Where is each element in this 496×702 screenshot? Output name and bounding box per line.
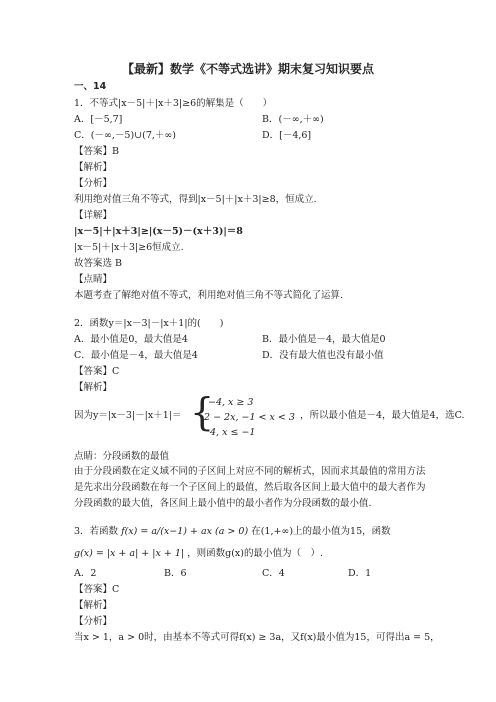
q3-stem-part-2: [74, 548, 323, 560]
q1-derivation-2: |x－5|＋|x＋3|≥6恒成立.: [74, 242, 184, 253]
q3-fx-formula: f(x) = a/(x−1) + ax (a > 0): [121, 526, 249, 537]
q2-option-c: C．最小值是－4，最大值是4: [74, 350, 198, 361]
q2-option-a: A．最小值是0，最大值是4: [74, 334, 188, 345]
piecewise-case-3: 4, x ≤ −1: [210, 427, 256, 438]
q1-stem: 1．不等式|x－5|＋|x＋3|≥6的解集是（ ）: [74, 98, 273, 109]
q2-option-b: B．最小值是－4，最大值是0: [262, 334, 386, 345]
page-title: 【最新】数学《不等式选讲》期末复习知识要点: [121, 62, 374, 76]
q3-option-b: B．6: [164, 568, 187, 579]
piecewise-case-1: −4, x ≥ 3: [208, 397, 254, 408]
q1-option-c: C．(－∞,－5)∪(7,＋∞): [74, 130, 177, 141]
section-heading: 一、14: [74, 81, 107, 92]
q3-stem-part-1: [74, 526, 391, 538]
q3-stem-a: 3．若函数: [74, 526, 119, 537]
q3-option-c: C．4: [262, 568, 285, 579]
q1-conclusion: 故答案选 B: [74, 258, 123, 269]
q2-answer: 【答案】C: [74, 366, 120, 377]
piecewise-case-2: 2 − 2x, −1 < x < 3: [204, 412, 295, 423]
q2-stem: 2．函数y＝|x－3|－|x＋1|的( ): [74, 318, 224, 329]
q1-fenxi-label: 【分析】: [74, 178, 113, 189]
q3-stem-b: 在(1,+∞)上的最小值为15，函数: [251, 526, 391, 537]
q3-option-a: A．2: [74, 568, 97, 579]
q1-dianjing-text: 本题考查了解绝对值不等式，利用绝对值三角不等式简化了运算.: [74, 290, 344, 301]
q2-option-d: D．没有最大值也没有最小值: [262, 350, 384, 361]
q1-xiangjie-label: 【详解】: [74, 210, 113, 221]
q1-jiexi-label: 【解析】: [74, 162, 113, 173]
q2-jiexi-label: 【解析】: [74, 382, 113, 393]
q2-dianping: 点睛：分段函数的最值: [74, 451, 170, 462]
q3-gx-formula: g(x) = |x + a| + |x + 1|: [74, 548, 185, 559]
q1-dianjing-label: 【点睛】: [74, 274, 113, 285]
q1-option-a: A．[－5,7]: [74, 114, 123, 125]
q3-answer: 【答案】C: [74, 584, 120, 595]
q2-result: ，所以最小值是－4，最大值是4，选C.: [300, 410, 465, 421]
q1-option-b: B．(－∞,＋∞): [262, 114, 324, 125]
q1-option-d: D．[－4,6]: [262, 130, 312, 141]
q3-fenxi-label: 【分析】: [74, 616, 113, 627]
q2-explanation: 由于分段函数在定义域不同的子区间上对应不同的解析式，因而求其最值的常用方法是先求出分段函数在每一个子区间上的最值，然后取各区间上最大值中的最大者作为分段函数的最大值，各区间上最小值中的最小者作为分段函数的最小值.: [74, 466, 426, 509]
piecewise-brace: {: [190, 390, 215, 434]
q1-derivation-1: |x－5|＋|x＋3|≥|(x－5)－(x＋3)|＝8: [74, 226, 243, 237]
q3-stem-c: ，则函数g(x)的最小值为（ ）.: [187, 548, 323, 559]
q3-option-d: D．1: [348, 568, 372, 579]
q3-jiexi-label: 【解析】: [74, 600, 113, 611]
q2-because: 因为y＝|x－3|－|x＋1|＝: [74, 410, 182, 421]
q3-analysis: 当x > 1，a > 0时，由基本不等式可得f(x) ≥ 3a，又f(x)最小值为15，可得出a = 5，: [74, 632, 440, 643]
q1-answer: 【答案】B: [74, 146, 119, 157]
q1-fenxi-text: 利用绝对值三角不等式，得到|x－5|＋|x＋3|≥8，恒成立.: [74, 194, 317, 205]
